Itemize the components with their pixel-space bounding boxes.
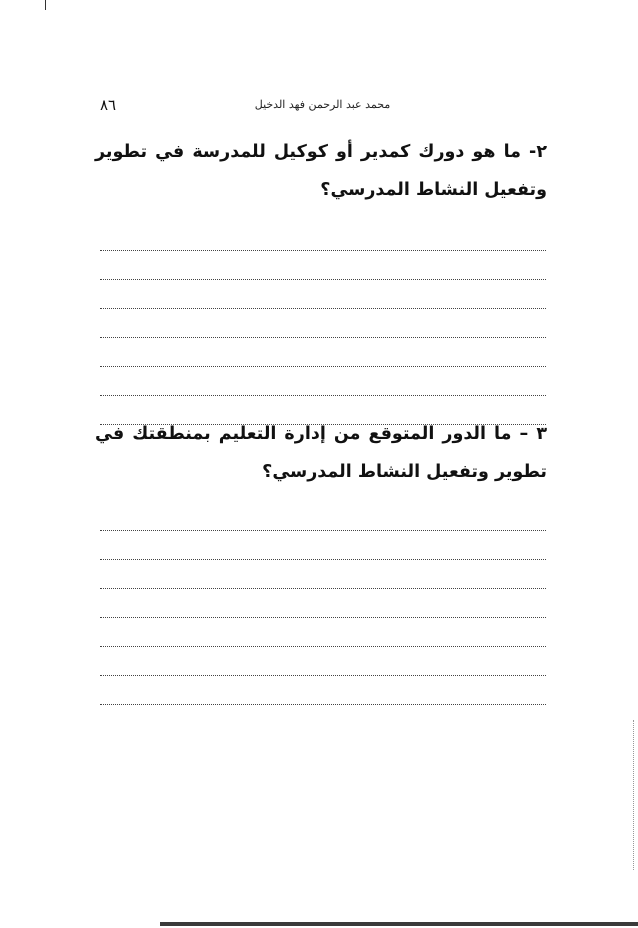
answer-line[interactable] [100, 502, 546, 531]
answer-line[interactable] [100, 560, 546, 589]
answer-line[interactable] [100, 531, 546, 560]
answer-line[interactable] [100, 280, 546, 309]
answer-line[interactable] [100, 222, 546, 251]
answer-line[interactable] [100, 647, 546, 676]
scan-bottom-edge [160, 922, 638, 926]
page-header [100, 94, 545, 118]
running-head-author: محمد عبد الرحمن فهد الدخيل [254, 98, 391, 111]
answer-line[interactable] [100, 309, 546, 338]
answer-lines-question-3[interactable] [100, 502, 546, 705]
answer-line[interactable] [100, 589, 546, 618]
question-2: ٢- ما هو دورك كمدير أو كوكيل للمدرسة في تطوير وتفعيل النشاط المدرسي؟ [95, 142, 547, 200]
answer-line[interactable] [100, 367, 546, 396]
answer-line[interactable] [100, 618, 546, 647]
question-3: ٣ – ما الدور المتوقع من إدارة التعليم بمنطقتك في تطوير وتفعيل النشاط المدرسي؟ [95, 424, 547, 482]
answer-lines-question-2[interactable] [100, 222, 546, 425]
scan-edge-mark [45, 0, 46, 10]
scan-edge-specks [631, 720, 634, 870]
answer-line[interactable] [100, 251, 546, 280]
answer-line[interactable] [100, 338, 546, 367]
answer-line[interactable] [100, 676, 546, 705]
page-number: ٨٦ [100, 96, 117, 114]
